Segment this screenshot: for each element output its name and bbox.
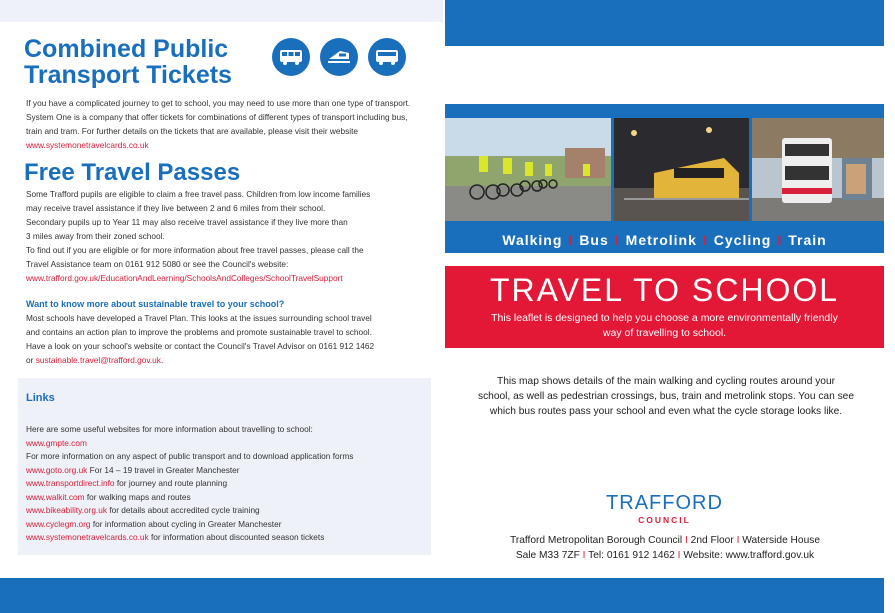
combined-tickets-text: If you have a complicated journey to get to school, you may need to use more than one type of transport. System One is a company that offer tickets for combinations of different types of transport including bus, train and tram. For further details on the tickets that are available, please visit their website www.systemonetravelcards.co.uk bbox=[26, 96, 436, 152]
right-top-band bbox=[445, 0, 884, 46]
sustainable-travel-text: Most schools have developed a Travel Plan. This looks at the issues surrounding school travel and contains an action plan to improve the problems and promote sustainable travel to school. Have a look on your school's website or contact the Council's Travel Advisor on 0161 912 1462 or sustainable.travel@trafford.gov.uk. bbox=[26, 313, 375, 365]
mode-metrolink: Metrolink bbox=[625, 232, 697, 248]
walkit-link[interactable]: www.walkit.com bbox=[26, 491, 85, 502]
mode-cycling: Cycling bbox=[713, 232, 772, 248]
list-item: www.transportdirect.info for journey and route planning bbox=[26, 478, 228, 488]
council-address: Trafford Metropolitan Borough Council I 2nd Floor I Waterside House Sale M33 7ZF I Tel: 0161 912 1462 I Website: www.trafford.gov.uk bbox=[509, 535, 821, 561]
links-list: Here are some useful websites for more information about travelling to school: www.gmpte.com For more information on any aspect of public transport and to download application forms www.goto.org.uk For 14 – 19 travel in Greater Manchester www.transportdirect.info for journey and route planning www.walkit.com for walking maps and routes www.bikeability.org.uk for details about accredited cycle training www.cyclegm.org for information about cycling in Greater Manchester www.systemonetravelcards.co.uk for information about discounted season tickets bbox=[26, 423, 426, 545]
page-title: TRAVEL TO SCHOOL bbox=[489, 272, 840, 308]
free-travel-heading: Free Travel Passes bbox=[24, 159, 241, 186]
tram-icon bbox=[320, 38, 358, 76]
metrolink-photo bbox=[614, 118, 749, 221]
combined-tickets-heading: Combined Public Transport Tickets bbox=[24, 35, 232, 89]
list-item: www.systemonetravelcards.co.uk for information about discounted season tickets bbox=[26, 532, 325, 542]
bus-icon bbox=[272, 38, 310, 76]
cycling-photo bbox=[445, 118, 611, 221]
systemone-link[interactable]: www.systemonetravelcards.co.uk bbox=[26, 140, 149, 150]
top-left-band bbox=[0, 0, 443, 22]
transport-icons bbox=[272, 38, 406, 78]
page-subtitle: This leaflet is designed to help you choose a more environmentally friendly way of travelling to school. bbox=[491, 312, 838, 339]
gmpte-link[interactable]: www.gmpte.com bbox=[26, 437, 87, 448]
systemone-link-2[interactable]: www.systemonetravelcards.co.uk bbox=[26, 532, 149, 542]
list-item: www.bikeability.org.uk for details about accredited cycle training bbox=[26, 505, 260, 515]
mode-walking: Walking bbox=[502, 232, 563, 248]
travel-modes-bar: Walking I Bus I Metrolink I Cycling I Train bbox=[445, 227, 884, 253]
cyclegm-link[interactable]: www.cyclegm.org bbox=[26, 518, 91, 529]
bus-icon bbox=[368, 38, 406, 76]
list-item: www.walkit.com for walking maps and routes bbox=[26, 491, 191, 502]
list-item: www.goto.org.uk For 14 – 19 travel in Greater Manchester bbox=[26, 464, 240, 475]
bottom-band bbox=[0, 578, 884, 613]
sustainable-travel-heading: Want to know more about sustainable travel to your school? bbox=[26, 299, 285, 309]
transportdirect-link[interactable]: www.transportdirect.info bbox=[26, 478, 115, 488]
links-heading: Links bbox=[26, 392, 55, 404]
list-item: www.cyclegm.org for information about cycling in Greater Manchester bbox=[26, 518, 282, 529]
travel-advisor-email-link[interactable]: sustainable.travel@trafford.gov.uk bbox=[35, 355, 161, 365]
mode-train: Train bbox=[788, 232, 827, 248]
trafford-council-logo: TRAFFORD COUNCIL bbox=[606, 492, 723, 525]
goto-link[interactable]: www.goto.org.uk bbox=[26, 464, 88, 475]
mode-bus: Bus bbox=[579, 232, 609, 248]
bikeability-link[interactable]: www.bikeability.org.uk bbox=[26, 505, 108, 515]
travel-support-link[interactable]: www.trafford.gov.uk/EducationAndLearning/SchoolsAndColleges/SchoolTravelSupport bbox=[26, 273, 343, 283]
council-website-link[interactable]: Website: www.trafford.gov.uk bbox=[683, 550, 815, 561]
map-description: This map shows details of the main walking and cycling routes around your school, as well as pedestrian crossings, bus, train and metrolink stops. You can see which bus routes pass your school and even what the cycle storage looks like. bbox=[477, 376, 854, 417]
free-travel-text: Some Trafford pupils are eligible to claim a free travel pass. Children from low income families may receive travel assistance if they live between 2 and 6 miles from their school. Secondary pupils up to Year 11 may also receive travel assistance if they live more than 3 miles away from their zoned school. To find out if you are eligible or for more information about free travel passes, please call the Travel Assistance team on 0161 912 5080 or see the Council's website: www.trafford.gov.uk/EducationAndLearning/SchoolsAndColleges/SchoolTravelSupport bbox=[26, 187, 436, 285]
bus-photo bbox=[752, 118, 884, 221]
